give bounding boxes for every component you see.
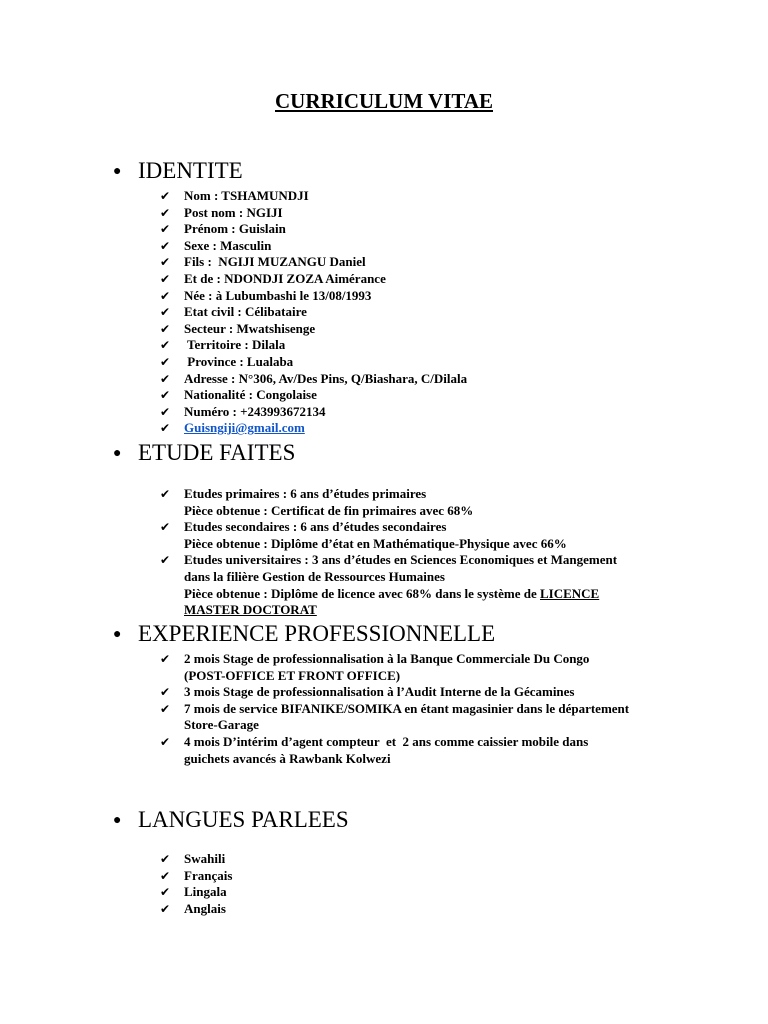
checkmark-icon: ✔ [160,520,171,535]
checkmark-icon: ✔ [160,421,171,436]
list-item: ✔ Etat civil : Célibataire [160,304,307,320]
checkmark-icon: ✔ [160,652,171,666]
checkmark-icon: ✔ [160,354,171,369]
experience-list [160,651,629,767]
list-item: ✔ Nom : TSHAMUNDJI [160,188,309,203]
checkmark-icon: ✔ [160,255,171,270]
bullet-icon: ● [113,446,122,461]
langues-list [160,851,232,917]
list-item: ✔ 7 mois de service BIFANIKE/SOMIKA en étant magasinier dans le département Store-Garage [160,700,630,733]
list-item: ✔ 2 mois Stage de professionnalisation à la Banque Commerciale Du Congo (POST-OFFICE ET FRONT OFFICE) [160,651,590,683]
checkmark-icon: ✔ [160,868,171,883]
section-heading-etudes: ● ETUDE FAITES [113,439,295,468]
bullet-icon: ● [113,164,122,179]
checkmark-icon: ✔ [160,885,171,900]
section-heading-langues: ● LANGUES PARLEES [113,806,349,835]
list-item: ✔ Fils : NGIJI MUZANGU Daniel [160,254,366,270]
document-title: CURRICULUM VITAE [275,89,493,113]
list-item [160,420,467,437]
checkmark-icon: ✔ [160,701,171,716]
etudes-list [160,486,617,619]
checkmark-icon: ✔ [160,553,171,568]
section-heading-identite: ● IDENTITE [113,157,243,186]
list-item: ✔ Numéro : +243993672134 [160,403,326,419]
list-item: ✔ Post nom : NGIJI [160,204,283,220]
checkmark-icon: ✔ [160,222,171,237]
list-item: ✔ Née : à Lubumbashi le 13/08/1993 [160,287,372,303]
list-item: ✔ Adresse : N°306, Av/Des Pins, Q/Biashara, C/Dilala [160,370,468,386]
list-item: ✔ Lingala [160,884,227,900]
list-item: ✔ Anglais [160,900,226,916]
checkmark-icon: ✔ [160,404,171,419]
checkmark-icon: ✔ [160,288,171,303]
list-item: ✔ Province : Lualaba [160,353,294,369]
list-item: ✔ Swahili [160,851,226,866]
checkmark-icon: ✔ [160,189,171,203]
list-item: ✔ Etudes primaires : 6 ans d’études primaires Pièce obtenue : Certificat de fin primaires avec 68% [160,486,474,518]
checkmark-icon: ✔ [160,238,171,253]
checkmark-icon: ✔ [160,852,171,866]
bullet-icon: ● [113,627,122,642]
checkmark-icon: ✔ [160,321,171,336]
checkmark-icon: ✔ [160,487,171,501]
list-item: ✔ Territoire : Dilala [160,337,286,353]
checkmark-icon: ✔ [160,338,171,353]
list-item: ✔ Secteur : Mwatshisenge [160,320,316,336]
checkmark-icon: ✔ [160,685,171,700]
checkmark-icon: ✔ [160,271,171,286]
checkmark-icon: ✔ [160,901,171,916]
list-item: ✔ Nationalité : Congolaise [160,387,317,403]
list-item: ✔ Prénom : Guislain [160,221,286,237]
list-item: ✔ Français [160,867,233,883]
checkmark-icon: ✔ [160,305,171,320]
email-link[interactable]: Guisngiji@gmail.com [184,420,305,436]
list-item: ✔ Sexe : Masculin [160,237,272,253]
checkmark-icon: ✔ [160,388,171,403]
identite-list [160,188,467,437]
checkmark-icon: ✔ [160,205,171,220]
list-item: ✔ Etudes universitaires : 3 ans d’études en Sciences Economiques et Mangement dans la filière Gestion de Ressources Humaines Pièce obtenue : Diplôme de licence avec 68% dans le système de LICENCE MASTER DOCTORAT [160,552,618,618]
list-item: ✔ 3 mois Stage de professionnalisation à l’Audit Interne de la Gécamines [160,684,575,700]
section-heading-experience: ● EXPERIENCE PROFESSIONNELLE [113,620,495,649]
list-item: ✔ Etudes secondaires : 6 ans d’études secondaires Pièce obtenue : Diplôme d’état en Mathématique-Physique avec 66% [160,519,567,551]
bullet-icon: ● [113,813,122,828]
checkmark-icon: ✔ [160,734,171,749]
checkmark-icon: ✔ [160,371,171,386]
list-item: ✔ 4 mois D’intérim d’agent compteur et 2 ans comme caissier mobile dans guichets avancés à Rawbank Kolwezi [160,733,589,766]
list-item: ✔ Et de : NDONDJI ZOZA Aimérance [160,270,386,286]
